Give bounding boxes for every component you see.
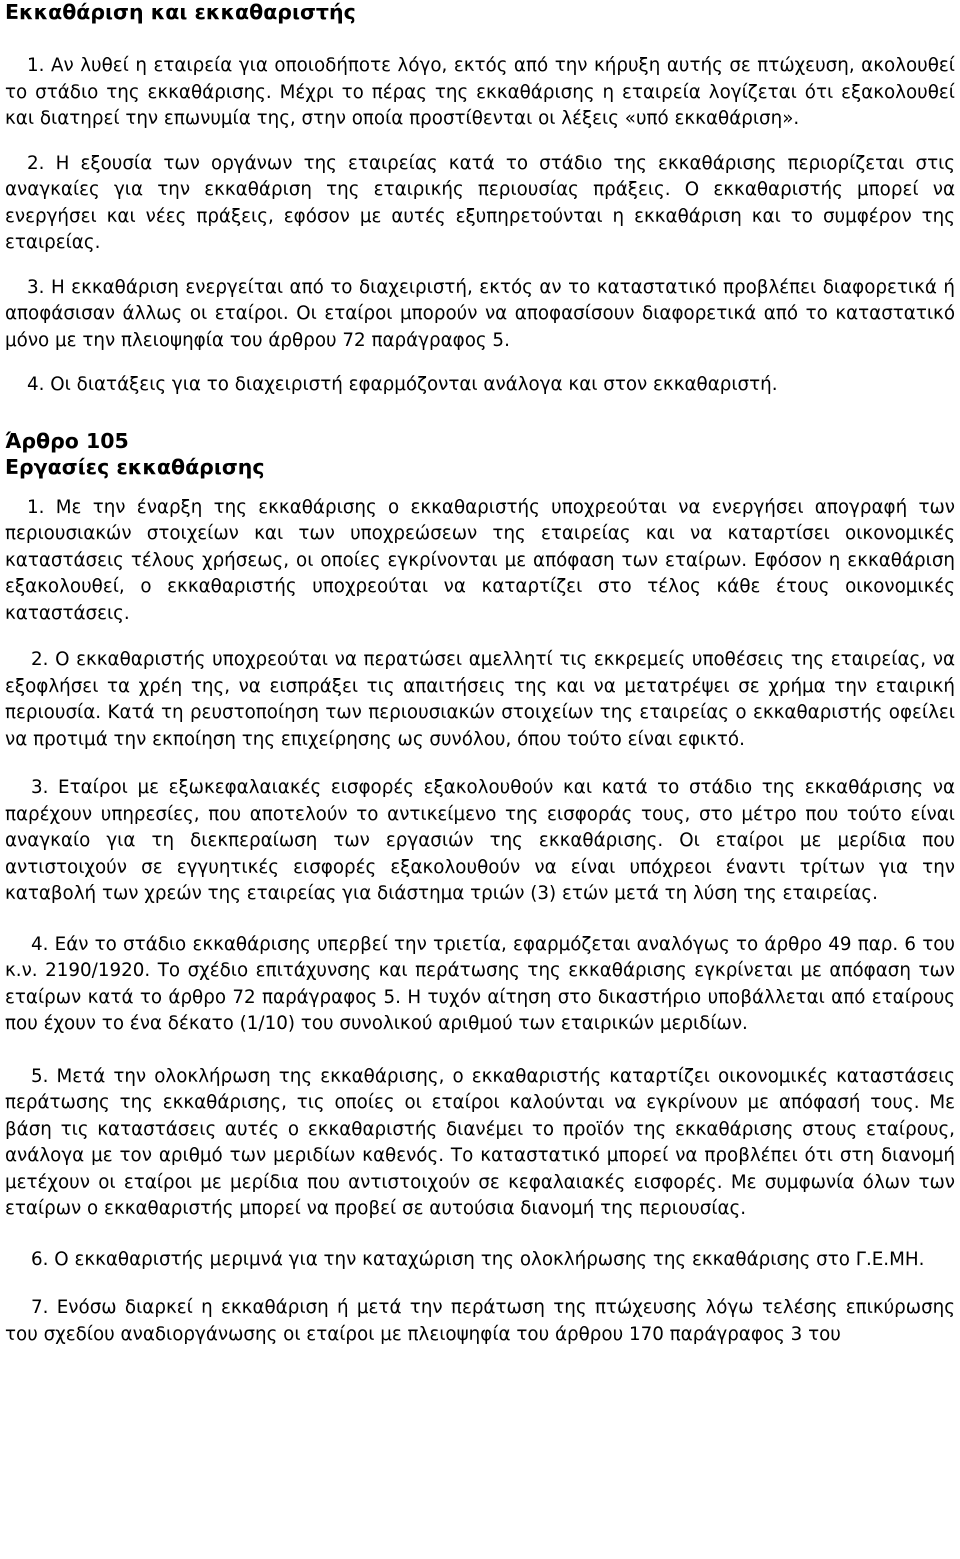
article-paragraph-1: 1. Με την έναρξη της εκκαθάρισης ο εκκαθαριστής υποχρεούται να ενεργήσει απογραφή των περιουσιακών στοιχείων και των υποχρεώσεων της εταιρείας και να καταρτίσει οικονομικές καταστάσεις τέλους χρήσεως, οι οποίες εγκρίνονται με απόφαση των εταίρων. Εφόσον η εκκαθάριση εξακολουθεί, ο εκκαθαριστής υποχρεούται να καταρτίζει στο τέλος κάθε έτους οικονομικές καταστάσεις. [5,496,955,624]
article-paragraph-2: 2. Ο εκκαθαριστής υποχρεούται να περατώσει αμελλητί τις εκκρεμείς υποθέσεις της εταιρείας, να εξοφλήσει τα χρέη της, να εισπράξει τις απαιτήσεις της και να μετατρέψει σε χρήμα την εταιρική περιουσία. Κατά τη ρευστοποίηση των περιουσιακών στοιχείων της εταιρείας ο εκκαθαριστής οφείλει να προτιμά την εκποίηση της επιχείρησης ως συνόλου, όπου τούτο είναι εφικτό. [5,649,955,750]
article-title: Εργασίες εκκαθάρισης [5,454,265,479]
paragraph-2: 2. Η εξουσία των οργάνων της εταιρείας κατά το στάδιο της εκκαθάρισης περιορίζεται στις αναγκαίες για την εκκαθάριση της εταιρικής περιουσίας πράξεις. Ο εκκαθαριστής μπορεί να ενεργήσει και νέες πράξεις, εφόσον με αυτές εξυπηρετούνται η εκκαθάριση και το συμφέρον της εταιρείας. [5,152,955,253]
article-paragraph-5: 5. Μετά την ολοκλήρωση της εκκαθάρισης, ο εκκαθαριστής καταρτίζει οικονομικές καταστάσεις περάτωσης της εκκαθάρισης, τις οποίες οι εταίροι καλούνται να εγκρίνουν με απόφασή τους. Με βάση τις καταστάσεις αυτές ο εκκαθαριστής διανέμει το προϊόν της εκκαθάρισης στους εταίρους, ανάλογα με τον αριθμό των μεριδίων καθενός. Το καταστατικό μπορεί να προβλέπει ότι στη διανομή μετέχουν οι εταίροι με μερίδια που αντιστοιχούν σε κεφαλαιακές εισφορές. Με συμφωνία όλων των εταίρων ο εκκαθαριστής μπορεί να προβεί σε αυτούσια διανομή της περιουσίας. [5,1065,955,1219]
paragraph-3: 3. Η εκκαθάριση ενεργείται από το διαχειριστή, εκτός αν το καταστατικό προβλέπει διαφορετικά ή αποφάσισαν άλλως οι εταίροι. Οι εταίροι μπορούν να αποφασίσουν διαφορετικά από το καταστατικό μόνο με την πλειοψηφία του άρθρου 72 παράγραφος 5. [5,276,955,351]
article-paragraph-6: 6. Ο εκκαθαριστής μεριμνά για την καταχώριση της ολοκλήρωσης της εκκαθάρισης στο Γ.Ε.ΜΗ. [31,1248,925,1270]
article-number: Άρθρο 105 [5,428,129,453]
article-paragraph-4: 4. Εάν το στάδιο εκκαθάρισης υπερβεί την τριετία, εφαρμόζεται αναλόγως το άρθρο 49 παρ. 6 του κ.ν. 2190/1920. Το σχέδιο επιτάχυνσης και περάτωσης της εκκαθάρισης εγκρίνεται με απόφαση των εταίρων κατά το άρθρο 72 παράγραφος 5. Η τυχόν αίτηση στο δικαστήριο υποβάλλεται από εταίρους που έχουν το ένα δέκατο (1/10) του συνολικού αριθμού των εταιρικών μεριδίων. [5,933,955,1034]
document-page [5,0,955,1348]
paragraph-1: 1. Αν λυθεί η εταιρεία για οποιοδήποτε λόγο, εκτός από την κήρυξη αυτής σε πτώχευση, ακολουθεί το στάδιο της εκκαθάρισης. Μέχρι το πέρας της εκκαθάρισης η εταιρεία λογίζεται ότι εξακολουθεί και διατηρεί την επωνυμία της, στην οποία προστίθενται οι λέξεις «υπό εκκαθάριση». [5,55,955,129]
article-paragraph-7: 7. Ενόσω διαρκεί η εκκαθάριση ή μετά την περάτωση της πτώχευσης λόγω τελέσης επικύρωσης του σχεδίου αναδιοργάνωσης οι εταίροι με πλειοψηφία του άρθρου 170 παράγραφος 3 του [5,1297,955,1345]
section-title: Εκκαθάριση και εκκαθαριστής [5,0,356,24]
paragraph-4: 4. Οι διατάξεις για το διαχειριστή εφαρμόζονται ανάλογα και στον εκκαθαριστή. [27,374,778,395]
article-paragraph-3: 3. Εταίροι με εξωκεφαλαιακές εισφορές εξακολουθούν και κατά το στάδιο της εκκαθάρισης να παρέχουν υπηρεσίες, που αποτελούν το αντικείμενο της εισφοράς τους, στο μέτρο που τούτο είναι αναγκαίο για τη διεκπεραίωση των εργασιών της εκκαθάρισης. Οι εταίροι με μερίδια που αντιστοιχούν σε εγγυητικές εισφορές εξακολουθούν να είναι υπόχρεοι έναντι τρίτων για την καταβολή των χρεών της εταιρείας για διάστημα τριών (3) ετών μετά τη λύση της εταιρείας. [5,777,955,904]
